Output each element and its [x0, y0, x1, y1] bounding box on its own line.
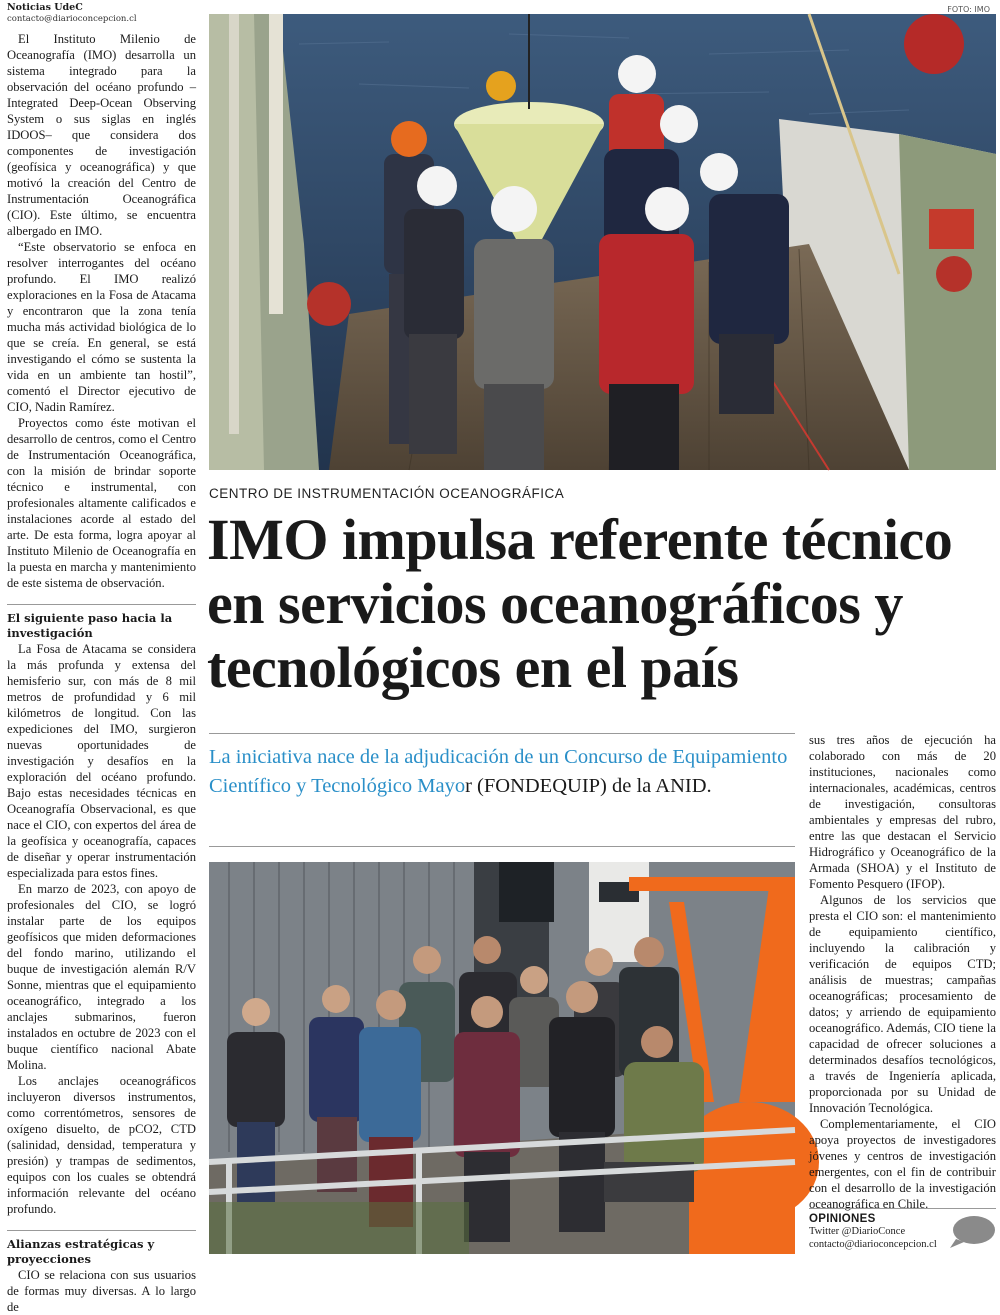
- team-group-illustration: [209, 862, 795, 1254]
- body-paragraph: Complementariamente, el CIO apoya proyectos de investigadores jóvenes y centros de investigación emergentes, con el fin de contribuir con el desarrollo de la investigación oceanográfica en Chile.: [809, 1117, 996, 1211]
- body-paragraph: CIO se relaciona con sus usuarios de formas muy diversas. A lo largo de: [7, 1268, 196, 1314]
- opinions-twitter: Twitter @DiarioConce: [809, 1226, 906, 1237]
- lead-divider-top: [209, 733, 795, 734]
- body-paragraph: En marzo de 2023, con apoyo de profesionales del CIO, se logró instalar parte de los equipos geofísicos que miden deformaciones del fondo marino, utilizando el buque de investigación alemán R/V Sonne, mientras que el equipamiento oceanográfico, integrado a los anclajes submarinos, fueron instalados en octubre de 2023 con el buque científico nacional Abate Molina.: [7, 882, 196, 1072]
- left-column: [7, 2, 196, 1314]
- subhead-next-step: El siguiente paso hacia la investigación: [7, 604, 196, 641]
- body-paragraph: Algunos de los servicios que presta el CIO son: el mantenimiento de equipamiento científico, incluyendo la calibración y verificación de equipos CTD; análisis de muestras; campañas oceanográficas; procesamiento de datos; y arriendo de equipamiento oceanográfico. Además, CIO tiene la capacidad de ofrecer soluciones a determinados desafíos tecnológicos, a través de Ingeniería aplicada, proporcionada por su Unidad de Innovación Tecnológica.: [809, 893, 996, 1115]
- body-paragraph: “Este observatorio se enfoca en resolver interrogantes del océano profundo. El IMO realizó exploraciones en la Fosa de Atacama y encontraron que la zona tenía mucha más actividad biológica de lo que se creía. En general, se está investigando el cómo se sustenta la vida en un ambiente tan hostil”, comentó el Director ejecutivo de CIO, Nadin Ramírez.: [7, 240, 196, 414]
- body-paragraph: Los anclajes oceanográficos incluyeron diversos instrumentos, como correntómetros, sensores de oxígeno disuelto, de pCO2, CTD (salinidad, densidad, temperatura y presión) y trampas de sedimentos, equipos con los cuales se obtendrá información relevante del océano profundo.: [7, 1074, 196, 1216]
- lead-rest: r (FONDEQUIP) de la ANID.: [465, 775, 712, 797]
- article-lead: [209, 743, 795, 801]
- speech-bubble-icon: [948, 1215, 996, 1249]
- opinions-email: contacto@diarioconcepcion.cl: [809, 1239, 937, 1250]
- headline-bold: IMO impulsa: [207, 507, 536, 572]
- body-paragraph: La Fosa de Atacama se considera la más profunda y extensa del hemisferio sur, con más de 8 mil metros de profundidad y 6 mil kilómetros de longitud. Con las expediciones del IMO, surgieron nuevas oportunidades de investigación y desafíos en la exploración del océano profundo. Bajo estas necesidades técnicas en Oceanografía Observacional, es que nace el CIO, con expertos del área de la geofísica y oceanografía, capaces de diseñar y operar instrumentación especializada para estos fines.: [7, 642, 196, 880]
- lead-divider-bottom: [209, 846, 795, 847]
- headline-rest: referente técnico en servicios oceanográficos y tecnológicos en el país: [207, 507, 953, 700]
- lead-highlight: La iniciativa nace de la adjudicación de un Concurso de Equipamiento Científico y Tecnológico Mayo: [209, 746, 788, 797]
- photo-team-group: [209, 862, 795, 1254]
- section-email: contacto@diarioconcepcion.cl: [7, 14, 137, 24]
- body-paragraph: sus tres años de ejecución ha colaborado con más de 20 instituciones, nacionales como internacionales, académicas, centros de investigación, consultoras ambientales y empresas del rubro, entre las que destacan el Servicio Hidrográfico y Oceanográfico de la Armada (SHOA) y el Instituto de Fomento Pesquero (IFOP).: [809, 733, 996, 891]
- section-name: Noticias UdeC: [7, 2, 83, 13]
- photo-credit-area: [209, 2, 996, 14]
- article-headline: [207, 508, 997, 700]
- body-paragraph: Proyectos como éste motivan el desarrollo de centros, como el Centro de Instrumentación Oceanográfica, con la misión de brindar soporte técnico e instrumental, con profesionales altamente calificados e instalaciones acorde al estado del arte. De esta forma, logra apoyar al Instituto Milenio de Oceanografía en la puesta en marcha y mantenimiento de este sistema de observación.: [7, 416, 196, 590]
- opinions-box: [809, 1208, 996, 1258]
- article-kicker: CENTRO DE INSTRUMENTACIÓN OCEANOGRÁFICA: [209, 486, 565, 501]
- photo-ship-deck: [209, 14, 996, 470]
- photo-credit: FOTO: IMO: [947, 5, 990, 14]
- body-paragraph: El Instituto Milenio de Oceanografía (IMO) desarrolla un sistema integrado para la observación del océano profundo –Integrated Deep-Ocean Observing System o sus siglas en inglés IDOOS– que considera dos componentes de investigación (geofísica y oceanográfica) y que motivó la creación del Centro de Instrumentación Oceanográfica (CIO). Este último, se encuentra albergado en IMO.: [7, 32, 196, 238]
- opinions-title: OPINIONES: [809, 1213, 876, 1225]
- subhead-alliances: Alianzas estratégicas y proyecciones: [7, 1230, 196, 1267]
- ship-deck-illustration: [209, 14, 996, 470]
- article-body-left: [7, 31, 196, 1315]
- right-column: [809, 732, 996, 1211]
